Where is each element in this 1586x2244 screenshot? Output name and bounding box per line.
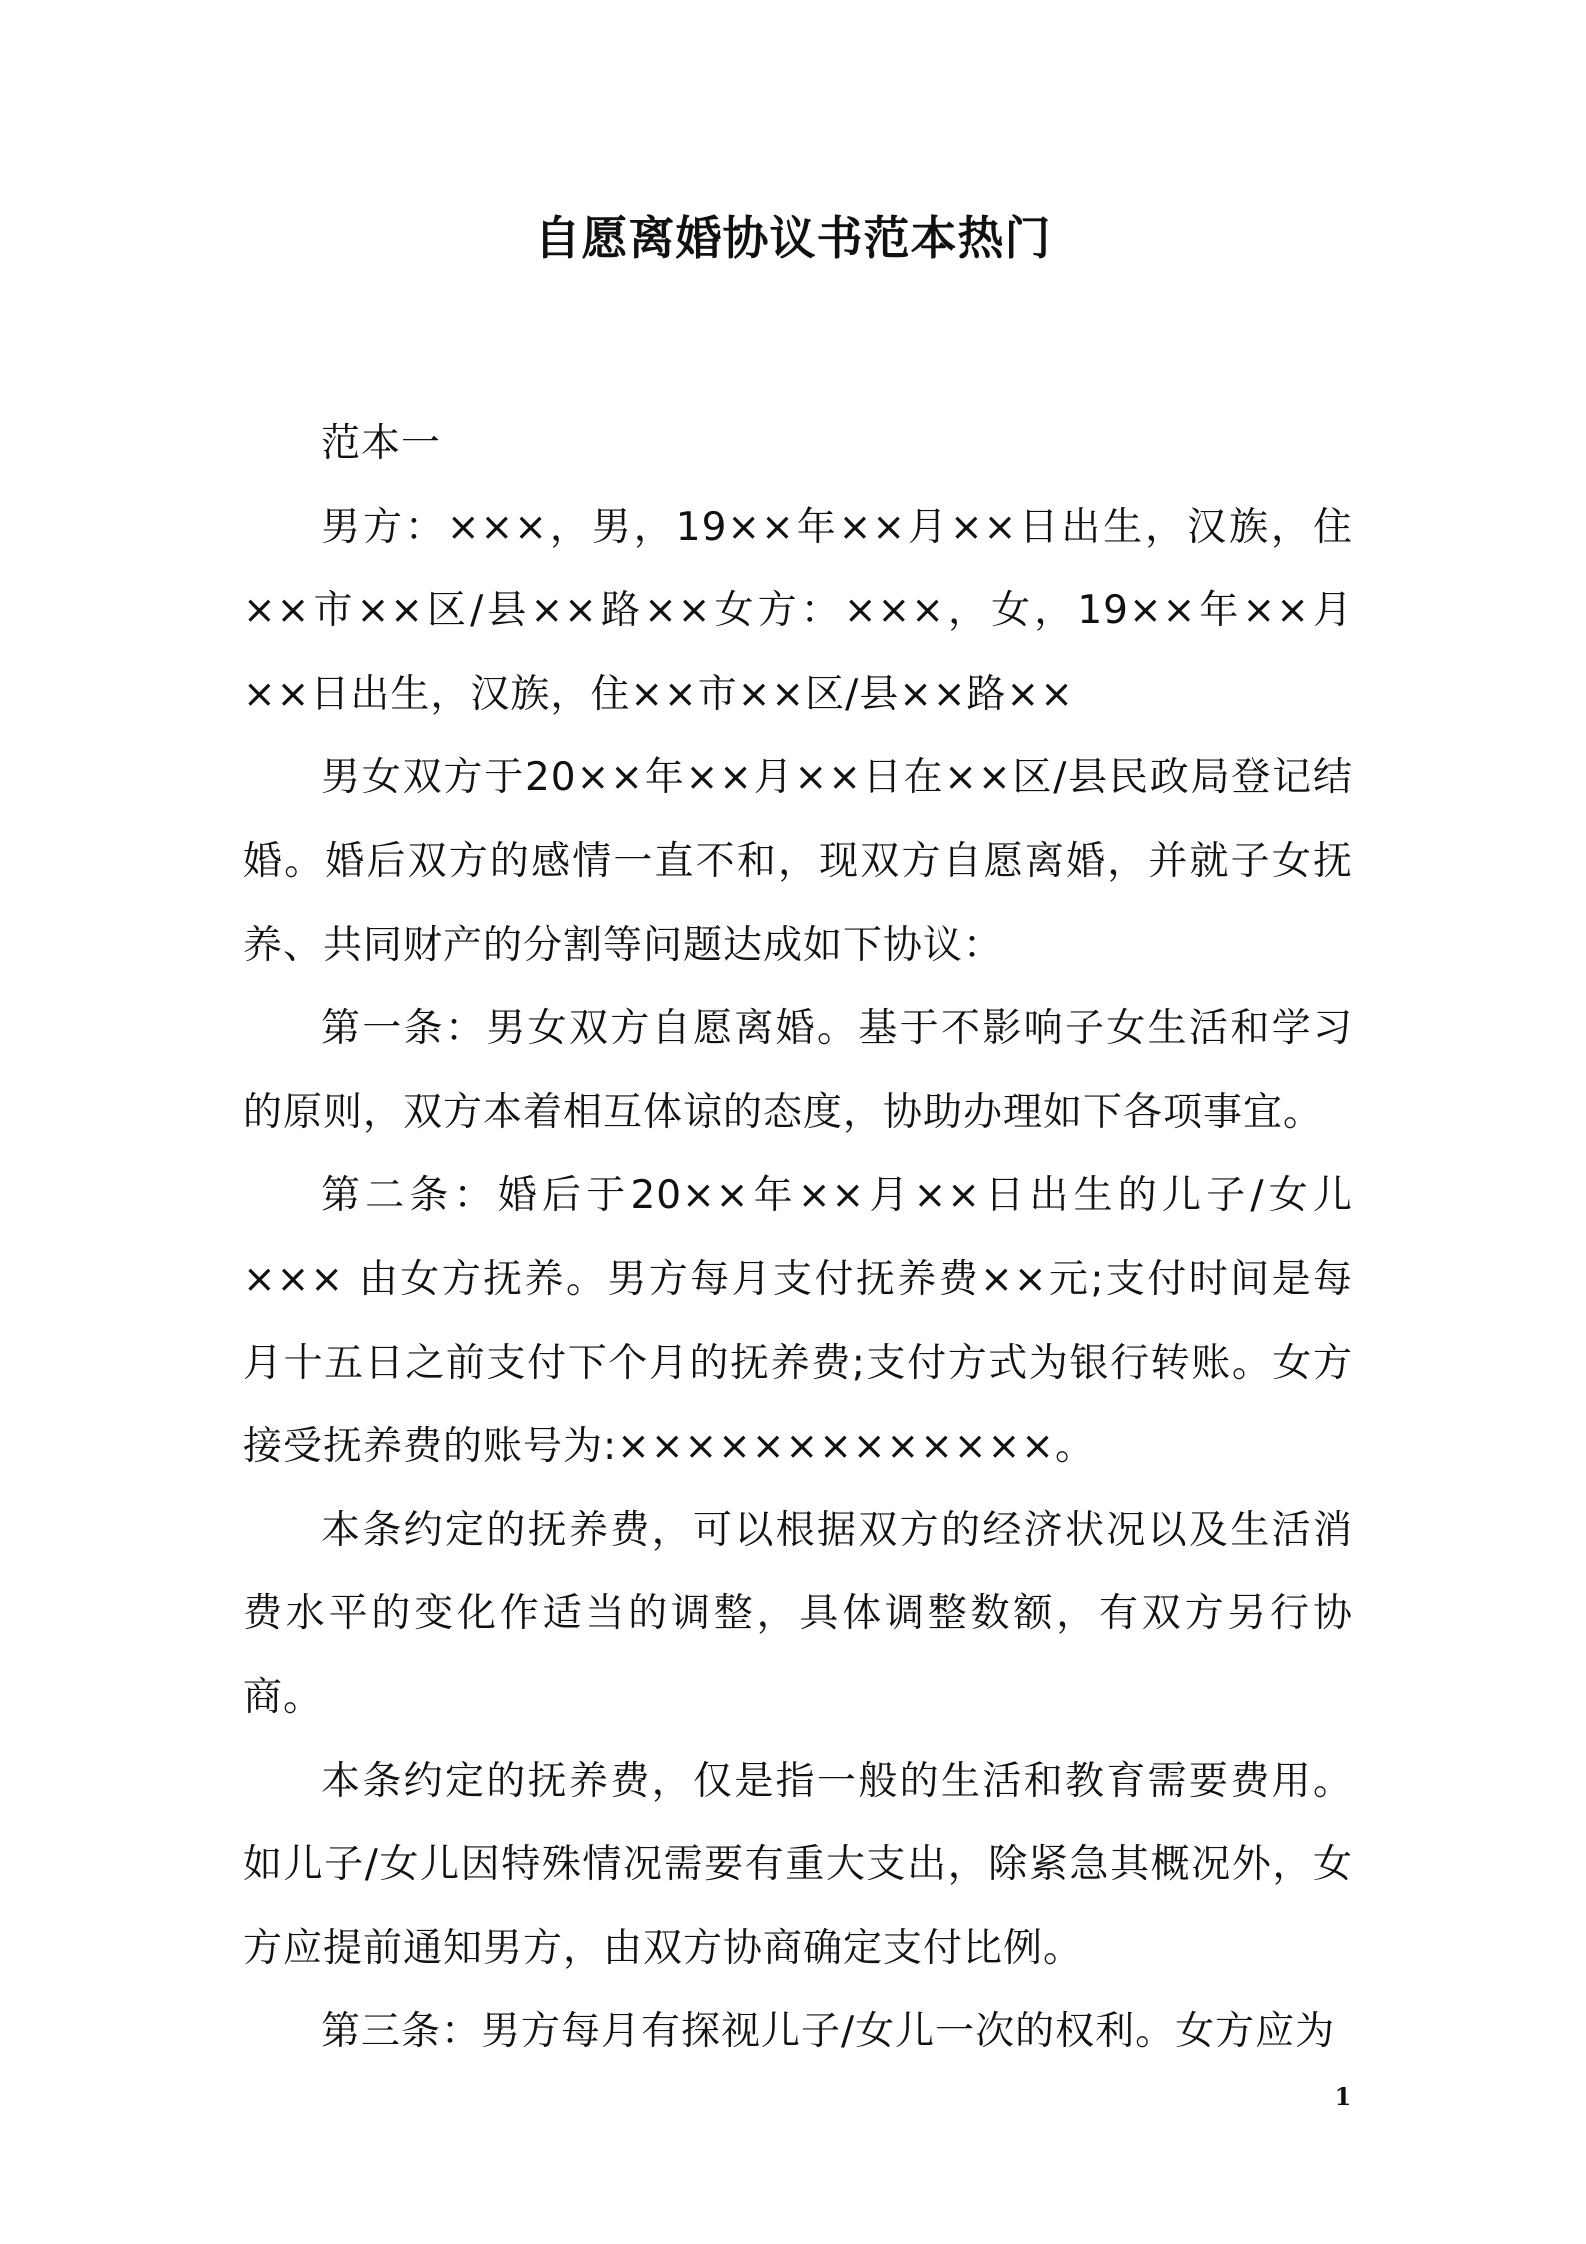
party-info-paragraph: 男方：×××，男，19××年××月××日出生，汉族，住××市××区/县××路××女方：×××，女，19××年××月××日出生，汉族，住××市××区/县××路×× bbox=[243, 504, 1353, 717]
article-three-paragraph: 第三条：男方每月有探视儿子/女儿一次的权利。女方应为 bbox=[321, 2009, 1336, 2055]
support-adjustment-paragraph: 本条约定的抚养费，可以根据双方的经济状况以及生活消费水平的变化作适当的调整，具体调整数额，有双方另行协商。 bbox=[243, 1507, 1353, 1720]
article-two-paragraph: 第二条：婚后于20××年××月××日出生的儿子/女儿××× 由女方抚养。男方每月支付抚养费××元;支付时间是每月十五日之前支付下个月的抚养费;支付方式为银行转账。女方接受抚养费的账号为:×××××××××××××。 bbox=[243, 1173, 1353, 1470]
article-one-paragraph: 第一条：男女双方自愿离婚。基于不影响子女生活和学习的原则，双方本着相互体谅的态度，协助办理如下各项事宜。 bbox=[243, 1006, 1353, 1135]
document-title: 自愿离婚协议书范本热门 bbox=[534, 211, 1052, 265]
page-number: 1 bbox=[1334, 2082, 1352, 2111]
marriage-background-paragraph: 男女双方于20××年××月××日在××区/县民政局登记结婚。婚后双方的感情一直不和，现双方自愿离婚，并就子女抚养、共同财产的分割等问题达成如下协议： bbox=[243, 755, 1353, 968]
support-scope-paragraph: 本条约定的抚养费，仅是指一般的生活和教育需要费用。如儿子/女儿因特殊情况需要有重大支出，除紧急其概况外，女方应提前通知男方，由双方协商确定支付比例。 bbox=[243, 1758, 1353, 1971]
section-heading: 范本一 bbox=[321, 421, 442, 466]
document-body bbox=[243, 402, 1353, 2074]
